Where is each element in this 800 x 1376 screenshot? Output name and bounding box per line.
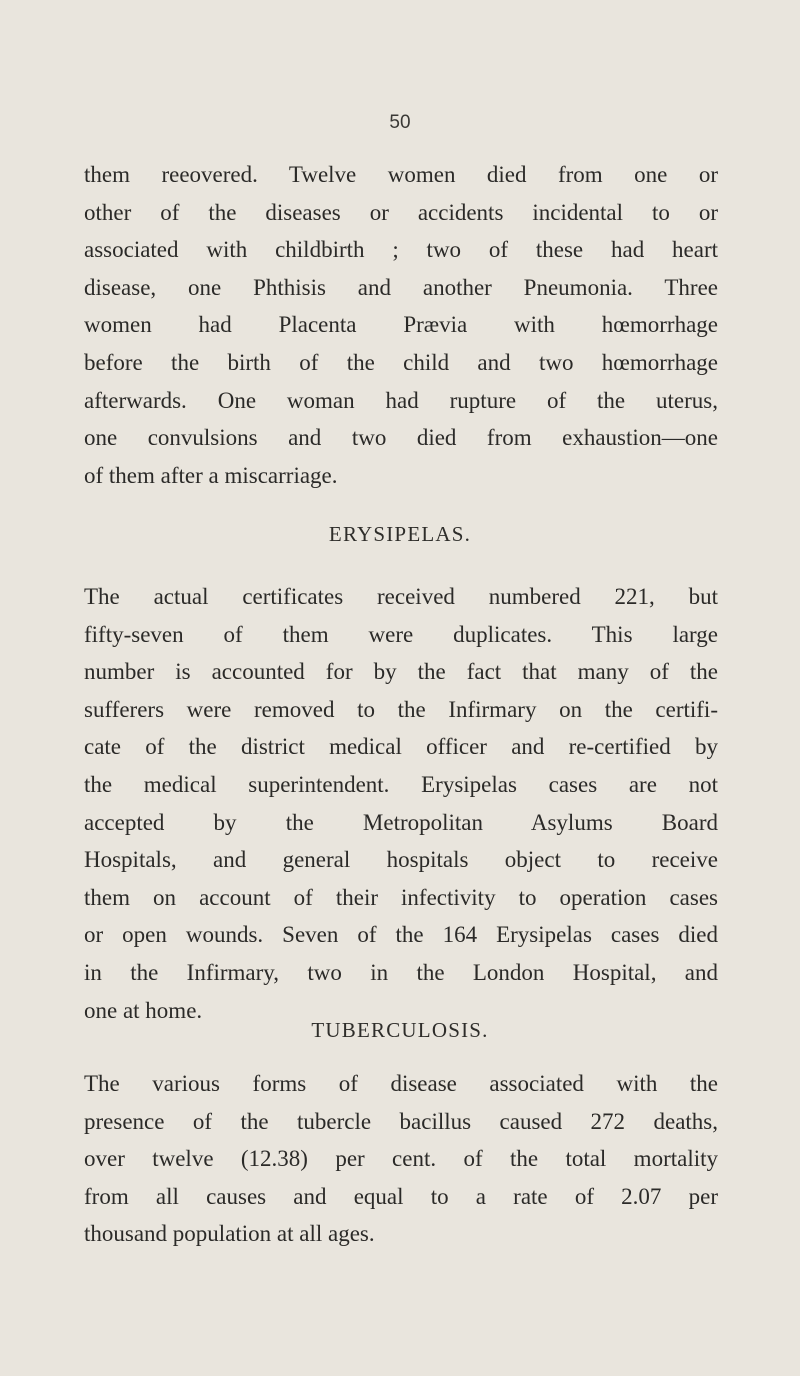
text-line: before the birth of the child and two hœmorrhage xyxy=(84,349,718,375)
page-number: 50 xyxy=(389,112,411,133)
text-line: associated with childbirth ; two of these had heart xyxy=(84,237,718,263)
section-heading-tuberculosis: TUBERCULOSIS. xyxy=(311,1018,489,1042)
text-line: over twelve (12.38) per cent. of the total mortality xyxy=(84,1146,718,1172)
text-line: thousand population at all ages. xyxy=(84,1221,375,1247)
text-line: presence of the tubercle bacillus caused 272 deaths, xyxy=(84,1108,718,1134)
text-line: of them after a miscarriage. xyxy=(84,462,338,488)
text-line: accepted by the Metropolitan Asylums Board xyxy=(84,809,718,835)
paragraph-childbirth xyxy=(84,156,718,494)
text-line: them reeovered. Twelve women died from one or xyxy=(84,162,718,187)
text-line: other of the diseases or accidents incidental to or xyxy=(84,199,718,225)
text-line: the medical superintendent. Erysipelas cases are not xyxy=(84,771,718,797)
text-line: fifty-seven of them were duplicates. This large xyxy=(84,621,718,647)
text-line: one convulsions and two died from exhaustion—one xyxy=(84,425,718,451)
text-line: in the Infirmary, two in the London Hospital, and xyxy=(84,959,718,985)
text-line: Hospitals, and general hospitals object to receive xyxy=(84,847,718,873)
paragraph-tuberculosis xyxy=(84,1065,718,1253)
paragraph-erysipelas xyxy=(84,578,718,1029)
text-line: cate of the district medical officer and re-certified by xyxy=(84,734,718,760)
text-line: women had Placenta Prævia with hœmorrhage xyxy=(84,312,718,338)
text-line: or open wounds. Seven of the 164 Erysipelas cases died xyxy=(84,922,718,948)
text-line: The various forms of disease associated with the xyxy=(84,1071,718,1096)
text-line: sufferers were removed to the Infirmary on the certifi- xyxy=(84,696,718,722)
text-line: from all causes and equal to a rate of 2.07 per xyxy=(84,1183,718,1209)
text-line: them on account of their infectivity to operation cases xyxy=(84,884,718,910)
text-line: The actual certificates received numbered 221, but xyxy=(84,584,718,609)
text-line: disease, one Phthisis and another Pneumonia. Three xyxy=(84,274,718,300)
text-line: one at home. xyxy=(84,997,203,1023)
text-line: number is accounted for by the fact that many of the xyxy=(84,659,718,685)
section-heading-erysipelas: ERYSIPELAS. xyxy=(328,522,472,546)
text-line: afterwards. One woman had rupture of the uterus, xyxy=(84,387,718,413)
